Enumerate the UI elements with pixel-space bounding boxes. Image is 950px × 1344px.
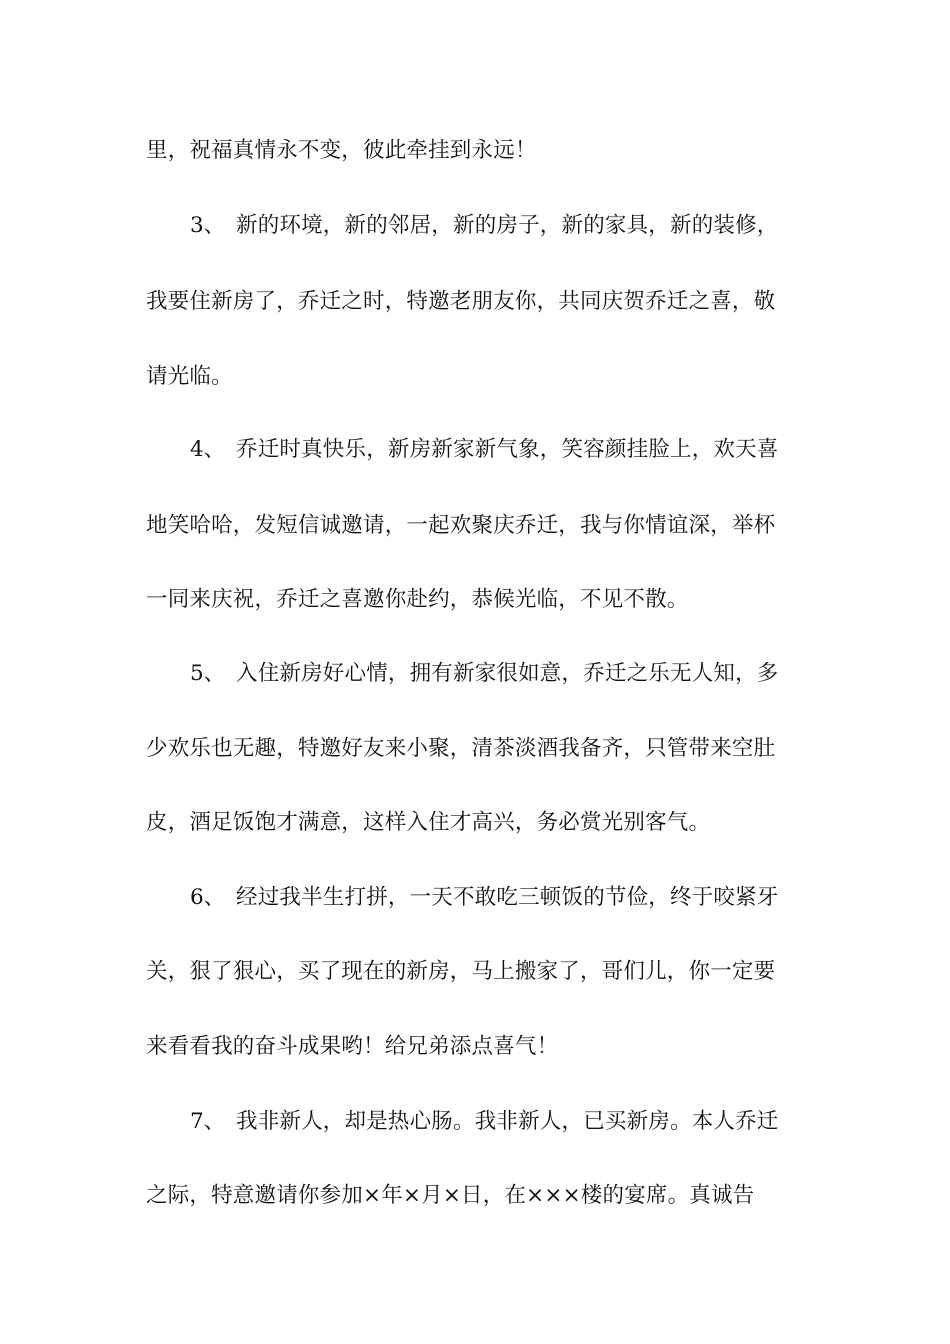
item-5-line-3: 皮，酒足饭饱才满意，这样入住才高兴，务必赏光别客气。 xyxy=(146,810,711,835)
item-4-line-3: 一同来庆祝，乔迁之喜邀你赴约，恭候光临，不见不散。 xyxy=(146,587,689,612)
item-3-line-2: 我要住新房了，乔迁之时，特邀老朋友你，共同庆贺乔迁之喜，敬 xyxy=(146,289,776,314)
paragraph-continuation-line: 里，祝福真情永不变，彼此牵挂到永远！ xyxy=(146,138,537,163)
item-7-line-1: 我非新人，却是热心肠。我非新人，已买新房。本人乔迁 xyxy=(236,1109,779,1134)
item-4-line-1: 乔迁时真快乐，新房新家新气象，笑容颜挂脸上，欢天喜 xyxy=(236,437,779,462)
item-number-6: 6、 xyxy=(190,885,226,910)
item-6-line-3: 来看看我的奋斗成果哟！给兄弟添点喜气！ xyxy=(146,1034,559,1059)
item-3-line-3: 请光临。 xyxy=(146,364,233,389)
item-5-line-2: 少欢乐也无趣，特邀好友来小聚，清茶淡酒我备齐，只管带来空肚 xyxy=(146,736,776,761)
item-number-3: 3、 xyxy=(190,213,226,238)
item-5-line-1: 入住新房好心情，拥有新家很如意，乔迁之乐无人知，多 xyxy=(236,661,779,686)
item-number-5: 5、 xyxy=(190,661,226,686)
item-7-line-2: 之际，特意邀请你参加×年×月×日，在×××楼的宴席。真诚告 xyxy=(146,1183,755,1208)
item-6-line-1: 经过我半生打拼，一天不敢吃三顿饭的节俭，终于咬紧牙 xyxy=(236,885,779,910)
item-3-line-1: 新的环境，新的邻居，新的房子，新的家具，新的装修， xyxy=(236,213,779,238)
item-number-4: 4、 xyxy=(190,437,226,462)
item-number-7: 7、 xyxy=(190,1109,226,1134)
item-4-line-2: 地笑哈哈，发短信诚邀请，一起欢聚庆乔迁，我与你情谊深，举杯 xyxy=(146,513,776,538)
item-6-line-2: 关，狠了狠心，买了现在的新房，马上搬家了，哥们儿，你一定要 xyxy=(146,959,776,984)
